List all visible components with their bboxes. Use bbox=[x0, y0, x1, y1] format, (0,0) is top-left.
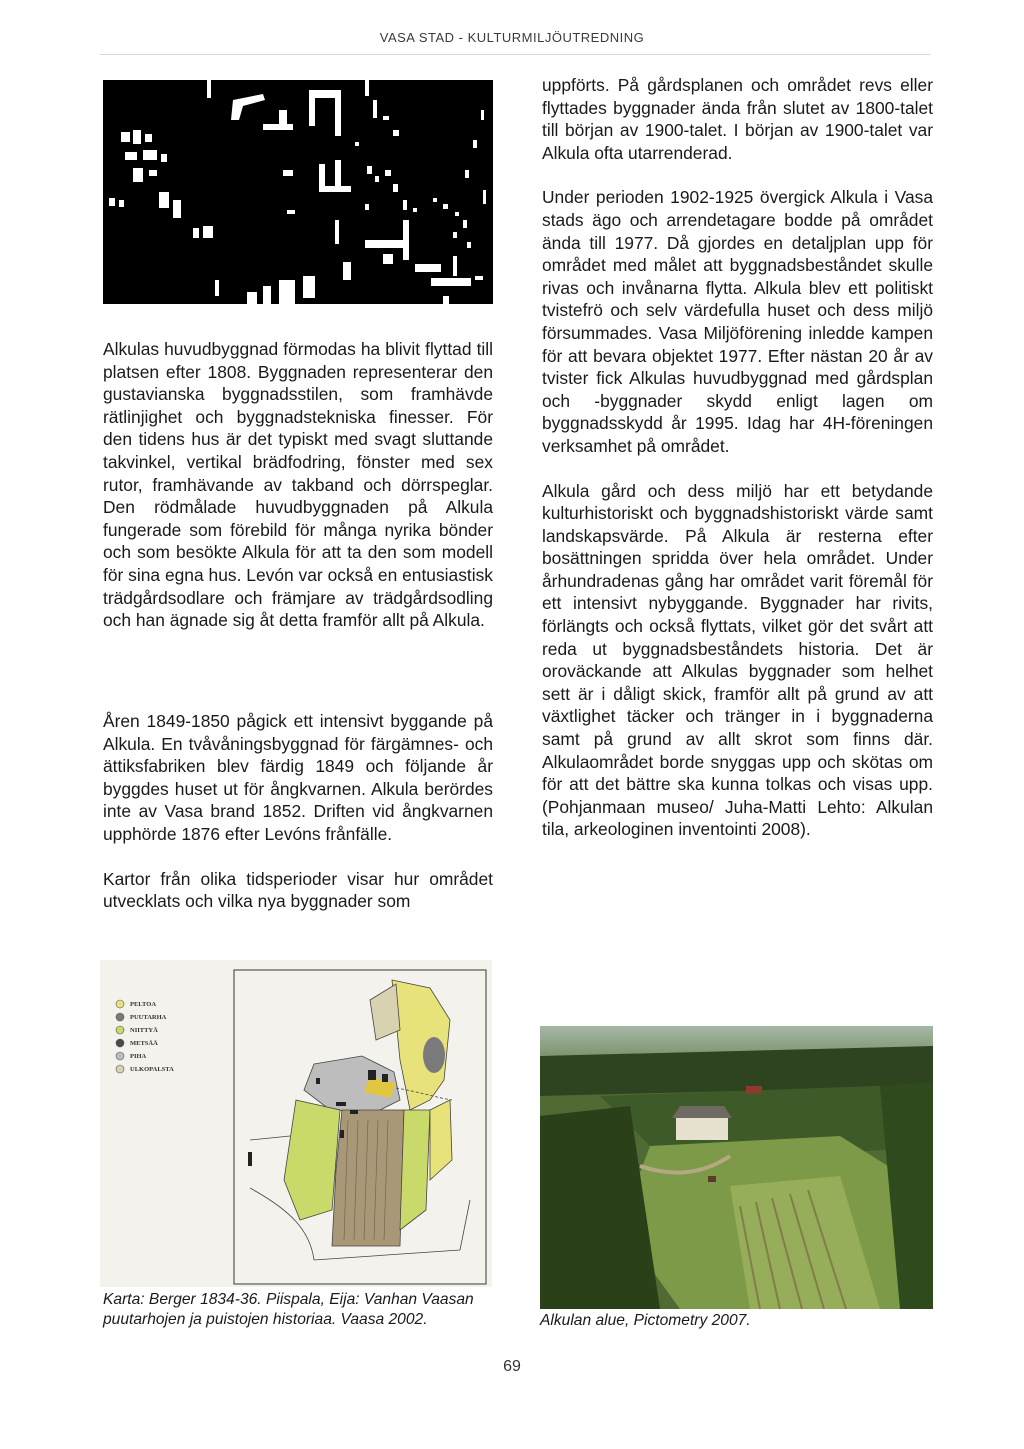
legend-swatch-metsaa bbox=[116, 1039, 124, 1047]
paragraph-building-1849: Åren 1849-1850 pågick ett intensivt byggande på Alkula. En tvåvåningsbyggnad för färgämnes- och ättiksfabriken blev färdig 1849 och följande år byggdes huset ut för ångkvarnen. Alkula berördes inte av Vasa brand 1852. Driften vid ångkvarnen upphörde 1876 efter Levóns frånfälle. bbox=[103, 711, 493, 844]
paragraph-cultural-value: Alkula gård och dess miljö har ett betydande kulturhistoriskt och byggnadshistoriskt värde samt landskapsvärde. På Alkula är resterna efter bosättningen spridda över hela området. Under århundradenas gång har området varit föremål för ett intensivt nybyggande. Byggnader har rivits, förlängts och också flyttats, vilket gör det svårt att reda ut byggnadsbeståndets historia. Det är oroväckande att Alkulas byggnader som helhet sett är i dåligt skick, framför allt på grund av att växtlighet täcker och tränger in i byggnaderna samt på grund av allt skrot som finns där. Alkulaområdet borde snyggas upp och skötas om för att det bättre ska kunna tolkas och visas upp. (Pohjanmaan museo/ Juha-Matti Lehto: Alkulan tila, arkeologinen inventointi 2008). bbox=[542, 480, 933, 840]
legend-label-peltoa: PELTOA bbox=[130, 1001, 157, 1008]
legend-swatch-piha bbox=[116, 1052, 124, 1060]
photo-caption: Alkulan alue, Pictometry 2007. bbox=[540, 1312, 751, 1329]
legend-swatch-ulkopalsta bbox=[116, 1065, 124, 1073]
legend-label-niittya: NIITTYÄ bbox=[130, 1027, 158, 1034]
legend-swatch-peltoa bbox=[116, 1000, 124, 1008]
legend-label-piha: PIHA bbox=[130, 1053, 147, 1060]
map-caption: Karta: Berger 1834-36. Piispala, Eija: Vanhan Vaasan puutarhojen ja puistojen historiaa. Vaasa 2002. bbox=[103, 1291, 474, 1328]
legend-label-metsaa: METSÄÄ bbox=[130, 1040, 158, 1047]
aerial-photo bbox=[540, 1026, 933, 1309]
paragraph-city-ownership: Under perioden 1902-1925 övergick Alkula i Vasa stads ägo och arrendetagare bodde på området ända till 1977. Då gjordes en detaljplan upp för området med målet att byggnadsbeståndet skulle rivas och invånarna flytta. Alkula blev ett politiskt tvistefrö och selv värdefulla huset och dess miljö försummades. Vasa Miljöförening inledde kampen för att bevara objektet 1977. Efter nästan 20 år av tvister fick Alkulas huvudbyggnad med gårdsplan och -byggnader skydd enligt lagen om byggnadsskydd år 1995. Idag har 4H-föreningen verksamhet på området. bbox=[542, 187, 933, 456]
page-number: 69 bbox=[503, 1358, 521, 1375]
paragraph-demolition: uppförts. På gårdsplanen och området revs eller flyttades byggnader ända från slutet av 1800-talet till början av 1900-talet. I början av 1900-talet var Alkula ofta utarrenderad. bbox=[542, 75, 933, 163]
legend-label-puutarha: PUUTARHA bbox=[130, 1014, 167, 1021]
paragraph-maps-intro: Kartor från olika tidsperioder visar hur området utvecklats och vilka nya byggnader som bbox=[103, 868, 493, 912]
paragraph-main-building: Alkulas huvudbyggnad förmodas ha blivit flyttad till platsen efter 1808. Byggnaden representerar den gustavianska byggnadsstilen, som framhävde rätlinjighet och byggnadstekniska finesser. För den tidens hus är det typiskt med svagt sluttande takvinkel, vertikal brädfodring, fönster med sex rutor, framhävande av takband och dörrspeglar. Den rödmålade huvudbyggnaden på Alkula fungerade som förebild för många nyrika bönder och som besökte Alkula för att ta den som modell för sina egna hus. Levón var också en entusiastisk trädgårdsodlare och främjare av trädgårdsodling och han ägnade sig åt detta framför allt på Alkula. bbox=[103, 339, 493, 631]
legend-label-ulkopalsta: ULKOPALSTA bbox=[130, 1066, 174, 1073]
aerial-photo-graphic bbox=[540, 1026, 933, 1309]
building-footprint-map-graphic bbox=[103, 80, 493, 304]
running-header: VASA STAD - KULTURMILJÖUTREDNING bbox=[379, 30, 645, 45]
historical-garden-map bbox=[100, 960, 492, 1287]
header-divider bbox=[100, 54, 930, 55]
legend-swatch-niittya bbox=[116, 1026, 124, 1034]
legend-swatch-puutarha bbox=[116, 1013, 124, 1021]
historical-garden-map-graphic bbox=[100, 960, 492, 1287]
left-column-top bbox=[103, 338, 493, 654]
left-column-bottom bbox=[103, 710, 493, 935]
right-column bbox=[542, 74, 933, 863]
building-footprint-map bbox=[103, 80, 493, 304]
